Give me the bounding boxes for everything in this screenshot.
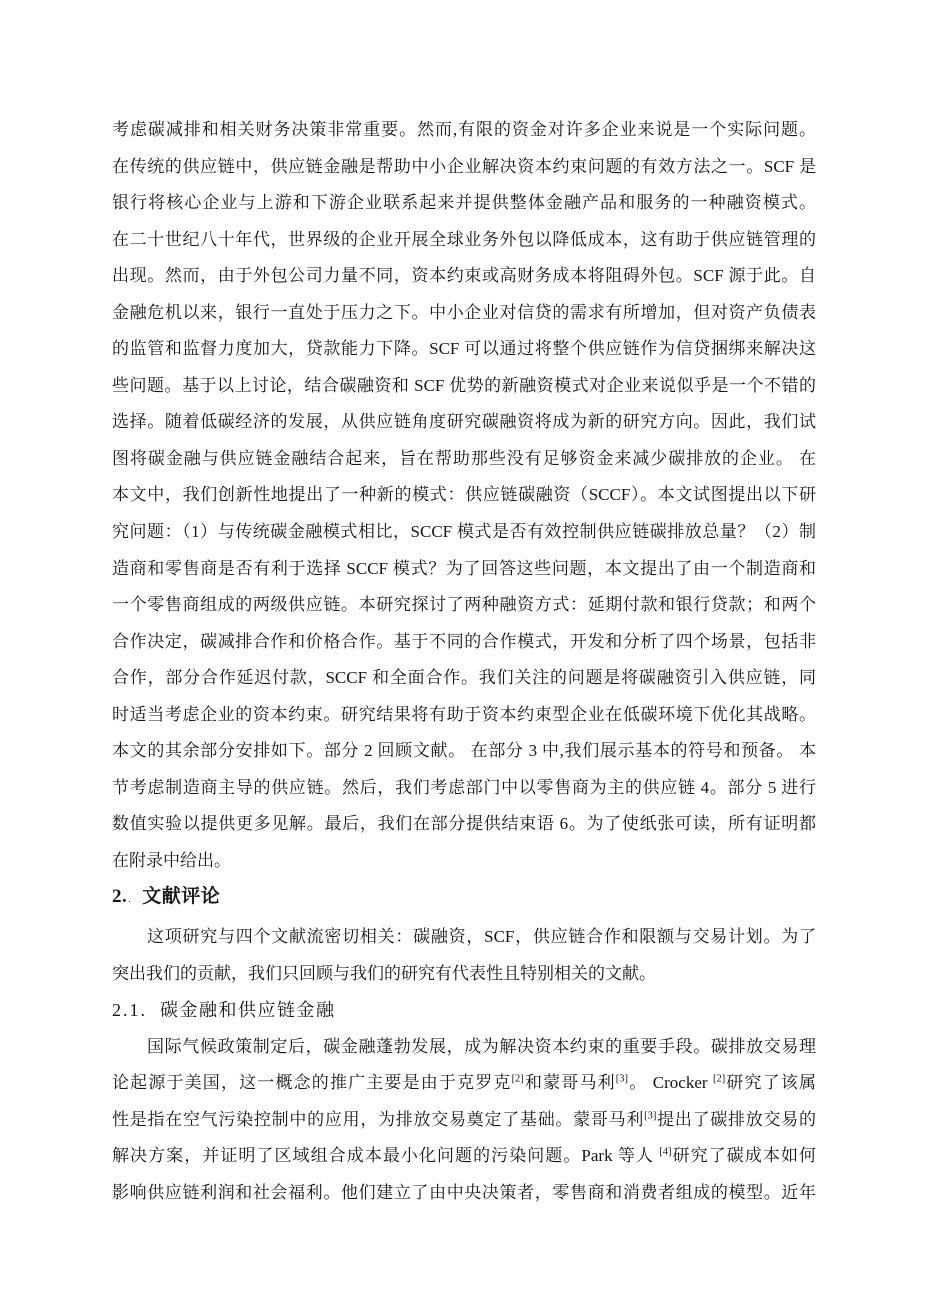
- text-line: 解决方案，并证明了区域组合成本最小化问题的污染问题。Park 等人 [4]研究了碳成本如何: [112, 1146, 816, 1166]
- section-2-1-title: 碳金融和供应链金融: [160, 1000, 336, 1021]
- citation-superscript: [2]: [712, 1073, 726, 1085]
- citation-superscript: [3]: [644, 1110, 657, 1122]
- section-2-heading: [112, 879, 816, 919]
- section-2-1-heading: [112, 992, 816, 1029]
- text-line: 数值实验以提供更多见解。最后，我们在部分提供结束语 6。为了使纸张可读，所有证明都: [112, 814, 816, 834]
- text-line: 节考虑制造商主导的供应链。然后，我们考虑部门中以零售商为主的供应链 4。部分 5 进行: [112, 777, 816, 797]
- section-2-number: 2.: [112, 886, 128, 908]
- body-paragraph: [112, 112, 816, 879]
- text-line: 在二十世纪八十年代，世界级的企业开展全球业务外包以降低成本，这有助于供应链管理的: [112, 229, 816, 249]
- citation-superscript: [3]: [615, 1073, 629, 1085]
- text-line: 合作，部分合作延迟付款，SCCF 和全面合作。我们关注的问题是将碳融资引入供应链，同: [112, 668, 816, 688]
- text-line: 一个零售商组成的两级供应链。本研究探讨了两种融资方式：延期付款和银行贷款；和两个: [112, 595, 816, 615]
- text-line: 这项研究与四个文献流密切相关：碳融资，SCF，供应链合作和限额与交易计划。为了: [147, 927, 816, 947]
- text-line: 选择。随着低碳经济的发展，从供应链角度研究碳融资将成为新的研究方向。因此，我们试: [112, 412, 816, 432]
- text-line: 影响供应链利润和社会福利。他们建立了由中央决策者，零售商和消费者组成的模型。近年: [112, 1182, 816, 1202]
- text-line: 性是指在空气污染控制中的应用，为排放交易奠定了基础。蒙哥马利[3]提出了碳排放交易的: [112, 1109, 817, 1129]
- section-2-title: 文献评论: [142, 886, 221, 908]
- section-2-1-paragraph: [112, 1029, 816, 1212]
- text-line: 国际气候政策制定后，碳金融蓬勃发展，成为解决资本约束的重要手段。碳排放交易理: [147, 1036, 816, 1056]
- text-line: 论起源于美国，这一概念的推广主要是由于克罗克[2]和蒙哥马利[3]。 Crocker [2]研究了该属: [112, 1073, 817, 1093]
- section-2-intro-paragraph: [112, 919, 816, 992]
- text-line: 究问题：（1）与传统碳金融模式相比，SCCF 模式是否有效控制供应链碳排放总量？（2）制: [112, 522, 816, 542]
- section-2-heading-dot: .: [128, 894, 132, 906]
- text-line: 的监管和监督力度加大，贷款能力下降。SCF 可以通过将整个供应链作为信贷捆绑来解决这: [112, 339, 816, 359]
- text-line: 银行将核心企业与上游和下游企业联系起来并提供整体金融产品和服务的一种融资模式。: [112, 193, 816, 213]
- text-line: 突出我们的贡献，我们只回顾与我们的研究有代表性且特别相关的文献。: [112, 963, 656, 983]
- text-line: 在附录中给出。: [112, 850, 231, 870]
- text-line: 本文中，我们创新性地提出了一种新的模式：供应链碳融资（SCCF）。本文试图提出以下研: [112, 485, 816, 505]
- text-line: 些问题。基于以上讨论，结合碳融资和 SCF 优势的新融资模式对企业来说似乎是一个不错的: [112, 375, 816, 395]
- text-line: 时适当考虑企业的资本约束。研究结果将有助于资本约束型企业在低碳环境下优化其战略。: [112, 704, 816, 724]
- text-line: 合作决定，碳减排合作和价格合作。基于不同的合作模式，开发和分析了四个场景，包括非: [112, 631, 816, 651]
- text-line: 在传统的供应链中，供应链金融是帮助中小企业解决资本约束问题的有效方法之一。SCF 是: [112, 156, 816, 176]
- citation-superscript: [4]: [659, 1146, 672, 1158]
- text-line: 造商和零售商是否有利于选择 SCCF 模式？为了回答这些问题，本文提出了由一个制造商和: [112, 558, 816, 578]
- text-line: 本文的其余部分安排如下。部分 2 回顾文献。 在部分 3 中,我们展示基本的符号和预备。 本: [112, 741, 816, 761]
- citation-superscript: [2]: [511, 1073, 524, 1085]
- document-page: [112, 112, 816, 1211]
- section-2-1-number: 2.1.: [112, 1000, 147, 1021]
- text-line: 考虑碳减排和相关财务决策非常重要。然而,有限的资金对许多企业来说是一个实际问题。: [112, 120, 816, 139]
- text-line: 图将碳金融与供应链金融结合起来，旨在帮助那些没有足够资金来减少碳排放的企业。 在: [112, 448, 816, 468]
- text-line: 金融危机以来，银行一直处于压力之下。中小企业对信贷的需求有所增加，但对资产负债表: [112, 302, 816, 322]
- text-line: 出现。然而，由于外包公司力量不同，资本约束或高财务成本将阻碍外包。SCF 源于此。自: [112, 266, 816, 286]
